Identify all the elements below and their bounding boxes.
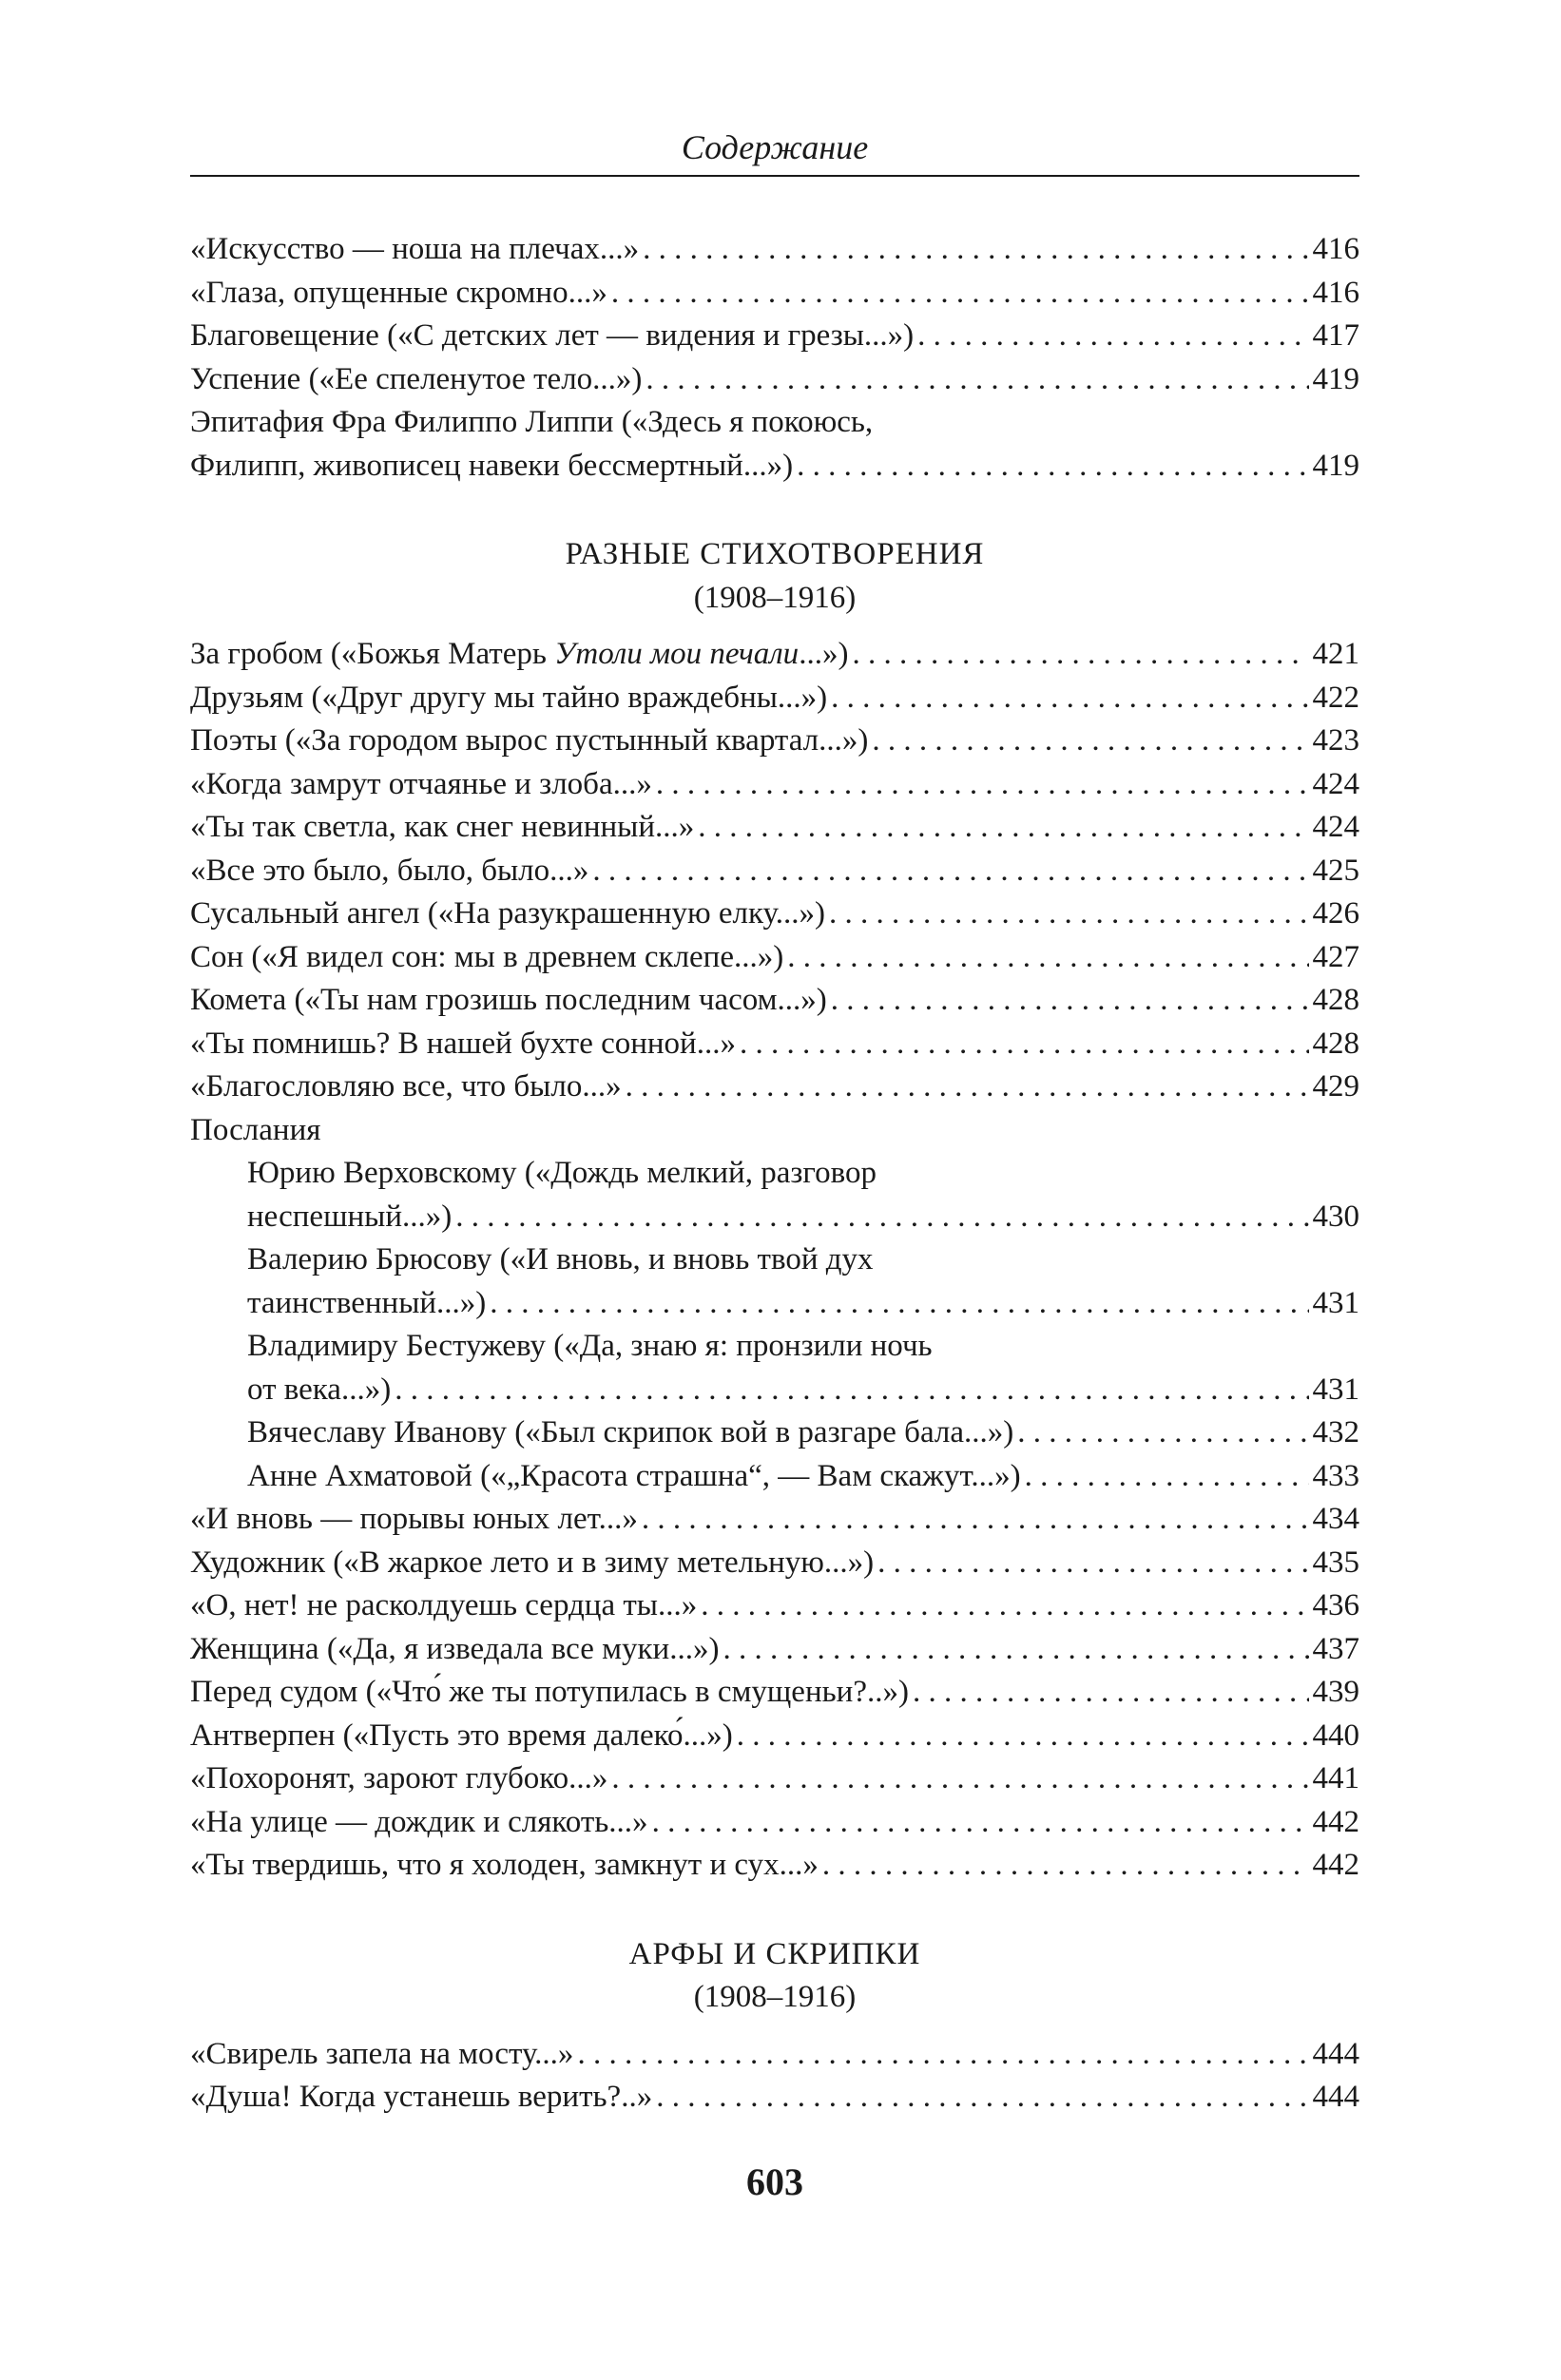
toc-entry-title: таинственный...») xyxy=(247,1285,487,1320)
toc-entry xyxy=(190,1584,1359,1628)
toc-entry-page: 423 xyxy=(1312,723,1359,758)
section-heading: РАЗНЫЕ СТИХОТВОРЕНИЯ xyxy=(565,537,985,571)
toc-entry-page: 426 xyxy=(1312,896,1359,931)
leader-dots xyxy=(852,633,1308,677)
toc-entry-title: Анне Ахматовой («„Красота страшна“, — Вам скажут...») xyxy=(247,1458,1021,1493)
toc-entry-title: «Свирель запела на мосту...» xyxy=(190,2036,574,2071)
toc-entry-page: 434 xyxy=(1312,1502,1359,1536)
toc-entry xyxy=(190,677,1359,720)
toc-entry xyxy=(190,1023,1359,1066)
leader-dots xyxy=(490,1282,1308,1326)
toc-entry-page: 425 xyxy=(1312,853,1359,888)
leader-dots xyxy=(626,1065,1309,1109)
toc-entry-title: «Похоронят, зароют глубоко...» xyxy=(190,1761,608,1795)
leader-dots xyxy=(652,1801,1309,1845)
toc-entry xyxy=(190,1498,1359,1542)
toc-entry xyxy=(190,1715,1359,1758)
toc-entry-title: от века...») xyxy=(247,1372,392,1407)
toc-entry-title: «Ты твердишь, что я холоден, замкнут и сух...» xyxy=(190,1848,819,1882)
toc-entry-page: 430 xyxy=(1312,1199,1359,1234)
toc-entry-page: 442 xyxy=(1312,1848,1359,1882)
leader-dots xyxy=(642,1498,1309,1542)
section-years: (1908–1916) xyxy=(693,580,857,615)
toc-entry-title: «О, нет! не расколдуешь сердца ты...» xyxy=(190,1588,698,1622)
toc-entry xyxy=(190,1282,1359,1326)
toc-entry-line: Валерию Брюсову («И вновь, и вновь твой дух xyxy=(247,1242,874,1276)
toc-entry-title: «Ты так светла, как снег невинный...» xyxy=(190,810,695,844)
toc-entry-page: 419 xyxy=(1312,361,1359,396)
toc-entry-title: Женщина («Да, я изведала все муки...») xyxy=(190,1631,720,1666)
toc-entry xyxy=(190,445,1359,489)
toc-entry-title: «Благословляю все, что было...» xyxy=(190,1069,622,1104)
leader-dots xyxy=(577,2033,1308,2077)
toc-entry-page: 417 xyxy=(1312,318,1359,353)
section-years: (1908–1916) xyxy=(693,1980,857,2014)
leader-dots xyxy=(797,445,1308,489)
toc-entry xyxy=(190,806,1359,850)
leader-dots xyxy=(917,315,1308,358)
leader-dots xyxy=(455,1196,1308,1239)
toc-entry xyxy=(190,1065,1359,1109)
toc-entry-page: 433 xyxy=(1312,1458,1359,1493)
toc-entry xyxy=(190,892,1359,936)
toc-entry-title: «На улице — дождик и слякоть...» xyxy=(190,1804,648,1839)
toc-entry-page: 435 xyxy=(1312,1545,1359,1580)
toc-entry-page: 439 xyxy=(1312,1675,1359,1709)
toc-entry-page: 436 xyxy=(1312,1588,1359,1622)
toc-entry xyxy=(190,720,1359,763)
toc-entry xyxy=(190,2076,1359,2120)
toc-entry-title xyxy=(190,633,848,677)
running-head: Содержание xyxy=(681,128,869,166)
leader-dots xyxy=(1017,1411,1308,1455)
leader-dots xyxy=(723,1628,1308,1672)
leader-dots xyxy=(787,936,1308,980)
toc-entry-title: «Искусство — ноша на плечах...» xyxy=(190,232,640,266)
toc-entry-page: 424 xyxy=(1312,766,1359,801)
page-number: 603 xyxy=(746,2160,803,2203)
toc-entry-page: 428 xyxy=(1312,1026,1359,1061)
toc-entry xyxy=(190,979,1359,1023)
toc-entry-page: 422 xyxy=(1312,680,1359,715)
toc-entry-title: «Все это было, было, было...» xyxy=(190,853,589,888)
leader-dots xyxy=(656,763,1309,807)
toc-entry-title: «Когда замрут отчаянье и злоба...» xyxy=(190,766,652,801)
toc-entry xyxy=(190,633,1359,677)
toc-entry xyxy=(190,1455,1359,1499)
toc-entry-page: 427 xyxy=(1312,939,1359,974)
toc-entry-page: 440 xyxy=(1312,1718,1359,1753)
book-page xyxy=(190,0,1359,2380)
leader-dots xyxy=(740,1023,1309,1066)
toc-entry-title: Филипп, живописец навеки бессмертный...») xyxy=(190,448,794,483)
toc-group-label: Послания xyxy=(190,1112,321,1147)
leader-dots xyxy=(592,850,1308,893)
leader-dots xyxy=(877,1542,1308,1585)
toc-entry-line: Юрию Верховскому («Дождь мелкий, разговор xyxy=(247,1156,877,1190)
toc-entry xyxy=(190,1844,1359,1888)
toc-entry-title: неспешный...») xyxy=(247,1199,453,1234)
leader-dots xyxy=(822,1844,1309,1888)
leader-dots xyxy=(737,1715,1309,1758)
toc-entry-page: 444 xyxy=(1312,2080,1359,2114)
toc-entry-page: 424 xyxy=(1312,810,1359,844)
leader-dots xyxy=(643,228,1308,272)
toc-entry-page: 416 xyxy=(1312,275,1359,310)
leader-dots xyxy=(831,979,1309,1023)
toc-entry-page: 431 xyxy=(1312,1372,1359,1407)
toc-entry xyxy=(190,1671,1359,1715)
toc-entry-title: Друзьям («Друг другу мы тайно враждебны...») xyxy=(190,680,828,715)
toc-entry xyxy=(190,272,1359,316)
toc-entry-page: 429 xyxy=(1312,1069,1359,1104)
toc-entry-page: 416 xyxy=(1312,232,1359,266)
leader-dots xyxy=(913,1671,1309,1715)
leader-dots xyxy=(646,358,1308,402)
title-italic: Утоли мои печали xyxy=(554,637,800,671)
leader-dots xyxy=(611,1757,1308,1801)
toc-entry-page: 419 xyxy=(1312,448,1359,483)
toc-entry-title: Сон («Я видел сон: мы в древнем склепе...») xyxy=(190,939,784,974)
spacer xyxy=(190,620,1359,633)
toc-entry-page: 441 xyxy=(1312,1761,1359,1795)
toc-entry-title: Художник («В жаркое лето и в зиму метельную...») xyxy=(190,1545,875,1580)
title-prefix: За гробом («Божья Матерь xyxy=(190,637,555,671)
toc-entry xyxy=(190,315,1359,358)
toc-entry-page: 431 xyxy=(1312,1285,1359,1320)
toc-entry xyxy=(190,1411,1359,1455)
toc-entry xyxy=(190,1801,1359,1845)
leader-dots xyxy=(831,677,1308,720)
leader-dots xyxy=(656,2076,1308,2120)
leader-dots xyxy=(611,272,1309,316)
leader-dots xyxy=(1025,1455,1309,1499)
toc-entry xyxy=(190,936,1359,980)
toc-entry-title: Успение («Ее спеленутое тело...») xyxy=(190,361,643,396)
toc-entry-title: Сусальный ангел («На разукрашенную елку...») xyxy=(190,896,825,931)
toc-entry xyxy=(190,1196,1359,1239)
toc-entry-title: Благовещение («С детских лет — видения и грезы...») xyxy=(190,318,915,353)
toc-entry-page: 432 xyxy=(1312,1415,1359,1449)
leader-dots xyxy=(698,806,1308,850)
toc-entry xyxy=(190,1369,1359,1412)
toc-entry xyxy=(190,763,1359,807)
toc-entry-title: Комета («Ты нам грозишь последним часом...») xyxy=(190,983,827,1017)
toc-entry-title: Антверпен («Пусть это время далеко́...») xyxy=(190,1718,733,1753)
toc-entry-page: 428 xyxy=(1312,983,1359,1017)
spacer xyxy=(190,488,1359,533)
toc-entry-title: Перед судом («Что́ же ты потупилась в смущеньи?..») xyxy=(190,1675,909,1709)
leader-dots xyxy=(829,892,1309,936)
table-of-contents xyxy=(190,228,1359,2120)
toc-entry xyxy=(190,1628,1359,1672)
toc-entry-title: Поэты («За городом вырос пустынный квартал...») xyxy=(190,723,869,758)
toc-entry xyxy=(190,1757,1359,1801)
spacer xyxy=(190,2020,1359,2033)
leader-dots xyxy=(872,720,1308,763)
toc-entry-title: «И вновь — порывы юных лет...» xyxy=(190,1502,638,1536)
spacer xyxy=(190,1888,1359,1933)
toc-entry-page: 437 xyxy=(1312,1631,1359,1666)
toc-entry-line: Эпитафия Фра Филиппо Липпи («Здесь я покоюсь, xyxy=(190,405,874,439)
toc-entry-title: «Ты помнишь? В нашей бухте сонной...» xyxy=(190,1026,736,1061)
toc-entry xyxy=(190,1542,1359,1585)
toc-entry xyxy=(190,850,1359,893)
toc-entry xyxy=(190,228,1359,272)
title-suffix: ...») xyxy=(799,637,849,671)
leader-dots xyxy=(701,1584,1308,1628)
toc-entry-line: Владимиру Бестужеву («Да, знаю я: пронзили ночь xyxy=(247,1329,933,1363)
toc-entry-title: «Душа! Когда устанешь верить?..» xyxy=(190,2080,653,2114)
toc-entry-page: 442 xyxy=(1312,1804,1359,1839)
toc-entry xyxy=(190,358,1359,402)
leader-dots xyxy=(395,1369,1308,1412)
toc-entry-page: 444 xyxy=(1312,2036,1359,2071)
section-heading: АРФЫ И СКРИПКИ xyxy=(628,1936,921,1971)
toc-entry xyxy=(190,2033,1359,2077)
toc-entry-title: «Глаза, опущенные скромно...» xyxy=(190,275,607,310)
toc-entry-title: Вячеславу Иванову («Был скрипок вой в разгаре бала...») xyxy=(247,1415,1014,1449)
header-rule xyxy=(190,175,1359,177)
toc-entry-page: 421 xyxy=(1312,637,1359,671)
